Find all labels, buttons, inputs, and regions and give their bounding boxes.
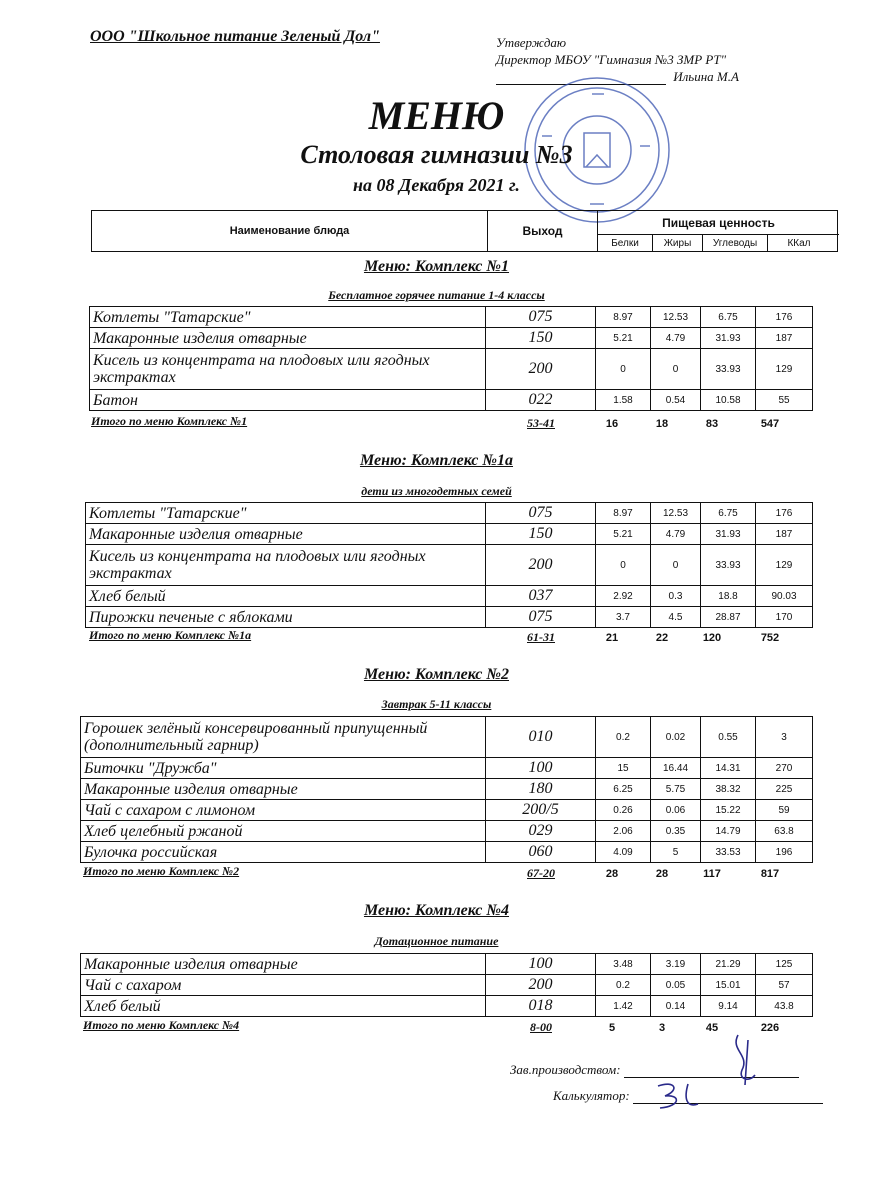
table-row <box>86 607 813 628</box>
dish-carbs: 0.55 <box>701 717 756 758</box>
dish-output: 150 <box>486 328 596 349</box>
dish-fat: 0 <box>651 545 701 586</box>
dish-carbs: 31.93 <box>701 328 756 349</box>
column-header <box>91 210 838 252</box>
total-output: 53-41 <box>527 416 555 430</box>
dish-output: 150 <box>486 524 596 545</box>
total-row <box>0 628 873 646</box>
dish-fat: 5 <box>651 842 701 863</box>
table-row <box>86 524 813 545</box>
section-title: Меню: Комплекс №1а <box>359 452 514 469</box>
dish-kcal: 90.03 <box>756 586 813 607</box>
dish-carbs: 38.32 <box>701 779 756 800</box>
table-row <box>81 821 813 842</box>
dish-carbs: 33.93 <box>701 545 756 586</box>
dish-output: 100 <box>486 758 596 779</box>
dish-protein: 4.09 <box>596 842 651 863</box>
dish-protein: 5.21 <box>596 328 651 349</box>
dish-name: Булочка российская <box>81 842 486 863</box>
table-row <box>81 800 813 821</box>
dish-kcal: 176 <box>756 307 813 328</box>
dish-output: 180 <box>486 779 596 800</box>
dish-output: 200/5 <box>486 800 596 821</box>
dish-kcal: 187 <box>756 524 813 545</box>
dish-kcal: 63.8 <box>756 821 813 842</box>
dish-fat: 0.02 <box>651 717 701 758</box>
total-label: Итого по меню Комплекс №1 <box>91 414 248 428</box>
dish-kcal: 270 <box>756 758 813 779</box>
total-carbs: 117 <box>703 868 721 880</box>
col-output-header: Выход <box>488 211 598 251</box>
dish-output: 037 <box>486 586 596 607</box>
dish-output: 200 <box>486 975 596 996</box>
dish-name: Батон <box>90 390 486 411</box>
calculator-label: Калькулятор: <box>553 1088 630 1103</box>
col-protein-header: Белки <box>598 235 653 251</box>
total-label: Итого по меню Комплекс №2 <box>83 864 240 878</box>
dish-protein: 8.97 <box>596 307 651 328</box>
dish-kcal: 3 <box>756 717 813 758</box>
page-title: МЕНЮ <box>368 93 505 138</box>
total-protein: 5 <box>608 1022 616 1034</box>
dish-name: Биточки "Дружба" <box>81 758 486 779</box>
dish-name: Кисель из концентрата на плодовых или ягодных экстрактах <box>86 545 486 586</box>
approve-label: Утверждаю <box>496 35 567 50</box>
dish-kcal: 187 <box>756 328 813 349</box>
total-output: 67-20 <box>527 866 555 880</box>
total-fat: 3 <box>658 1022 666 1034</box>
dish-kcal: 170 <box>756 607 813 628</box>
dish-fat: 4.79 <box>651 328 701 349</box>
dish-name: Котлеты "Татарские" <box>90 307 486 328</box>
table-row <box>86 503 813 524</box>
total-label: Итого по меню Комплекс №4 <box>83 1018 240 1032</box>
total-protein: 28 <box>605 868 619 880</box>
total-carbs: 120 <box>702 632 722 644</box>
dish-carbs: 14.79 <box>701 821 756 842</box>
dish-fat: 12.53 <box>651 503 701 524</box>
total-kcal: 226 <box>760 1022 780 1034</box>
table-row <box>81 975 813 996</box>
dish-kcal: 129 <box>756 545 813 586</box>
dish-carbs: 10.58 <box>701 390 756 411</box>
dish-carbs: 9.14 <box>701 996 756 1017</box>
section-subtitle: Бесплатное горячее питание 1-4 классы <box>328 288 545 302</box>
dish-kcal: 225 <box>756 779 813 800</box>
table-row <box>90 328 813 349</box>
dish-fat: 16.44 <box>651 758 701 779</box>
dish-output: 029 <box>486 821 596 842</box>
table-row <box>86 586 813 607</box>
menu-table <box>89 306 813 411</box>
total-kcal: 752 <box>760 632 780 644</box>
dish-kcal: 43.8 <box>756 996 813 1017</box>
dish-protein: 2.06 <box>596 821 651 842</box>
signature-icon <box>720 1030 770 1090</box>
total-kcal: 817 <box>760 868 780 880</box>
dish-protein: 0 <box>596 349 651 390</box>
dish-fat: 0.05 <box>651 975 701 996</box>
total-carbs: 45 <box>705 1022 719 1034</box>
dish-protein: 0.26 <box>596 800 651 821</box>
dish-output: 010 <box>486 717 596 758</box>
dish-carbs: 6.75 <box>701 307 756 328</box>
col-nutrition-header: Пищевая ценность <box>598 211 839 235</box>
dish-name: Котлеты "Татарские" <box>86 503 486 524</box>
section-subtitle: дети из многодетных семей <box>361 484 512 498</box>
dish-kcal: 57 <box>756 975 813 996</box>
dish-name: Макаронные изделия отварные <box>81 779 486 800</box>
menu-table <box>80 953 813 1017</box>
table-row <box>81 842 813 863</box>
dish-protein: 8.97 <box>596 503 651 524</box>
dish-output: 075 <box>486 607 596 628</box>
dish-kcal: 59 <box>756 800 813 821</box>
dish-name: Хлеб целебный ржаной <box>81 821 486 842</box>
section-title: Меню: Комплекс №2 <box>363 666 510 683</box>
dish-protein: 3.7 <box>596 607 651 628</box>
company-name: ООО "Школьное питание Зеленый Дол" <box>90 28 380 45</box>
table-row <box>81 996 813 1017</box>
dish-kcal: 129 <box>756 349 813 390</box>
dish-protein: 1.58 <box>596 390 651 411</box>
dish-name: Макаронные изделия отварные <box>86 524 486 545</box>
table-row <box>90 390 813 411</box>
signature-icon <box>650 1078 710 1113</box>
total-row <box>0 414 873 432</box>
dish-carbs: 18.8 <box>701 586 756 607</box>
dish-protein: 15 <box>596 758 651 779</box>
total-fat: 22 <box>655 632 669 644</box>
dish-kcal: 55 <box>756 390 813 411</box>
dish-name: Макаронные изделия отварные <box>81 954 486 975</box>
dish-protein: 0 <box>596 545 651 586</box>
dish-output: 075 <box>486 503 596 524</box>
dish-name: Чай с сахаром с лимоном <box>81 800 486 821</box>
dish-protein: 6.25 <box>596 779 651 800</box>
total-label: Итого по меню Комплекс №1а <box>89 628 252 642</box>
production-manager-label: Зав.производством: <box>510 1062 621 1077</box>
section-title: Меню: Комплекс №1 <box>363 258 510 275</box>
section-title: Меню: Комплекс №4 <box>363 902 510 919</box>
section-subtitle: Завтрак 5-11 классы <box>381 697 492 711</box>
table-row <box>81 954 813 975</box>
col-carbs-header: Углеводы <box>703 235 768 251</box>
dish-carbs: 33.53 <box>701 842 756 863</box>
dish-fat: 12.53 <box>651 307 701 328</box>
dish-name: Хлеб белый <box>81 996 486 1017</box>
dish-output: 060 <box>486 842 596 863</box>
approve-position: Директор МБОУ "Гимназия №3 ЗМР РТ" <box>496 52 727 67</box>
dish-carbs: 6.75 <box>701 503 756 524</box>
dish-fat: 5.75 <box>651 779 701 800</box>
dish-carbs: 15.01 <box>701 975 756 996</box>
dish-carbs: 28.87 <box>701 607 756 628</box>
dish-fat: 0.06 <box>651 800 701 821</box>
total-output: 61-31 <box>527 630 555 644</box>
dish-fat: 4.79 <box>651 524 701 545</box>
dish-name: Чай с сахаром <box>81 975 486 996</box>
dish-fat: 0.35 <box>651 821 701 842</box>
total-carbs: 83 <box>705 418 719 430</box>
dish-output: 018 <box>486 996 596 1017</box>
total-protein: 16 <box>605 418 619 430</box>
table-row <box>86 545 813 586</box>
col-fat-header: Жиры <box>653 235 703 251</box>
dish-fat: 0.54 <box>651 390 701 411</box>
dish-name: Макаронные изделия отварные <box>90 328 486 349</box>
total-output: 8-00 <box>530 1020 552 1034</box>
dish-fat: 3.19 <box>651 954 701 975</box>
dish-output: 100 <box>486 954 596 975</box>
dish-name: Кисель из концентрата на плодовых или ягодных экстрактах <box>90 349 486 390</box>
dish-fat: 0.3 <box>651 586 701 607</box>
menu-table <box>80 716 813 863</box>
table-row <box>81 758 813 779</box>
col-kcal-header: ККал <box>787 237 811 249</box>
dish-carbs: 14.31 <box>701 758 756 779</box>
dish-kcal: 125 <box>756 954 813 975</box>
dish-name: Пирожки печеные с яблоками <box>86 607 486 628</box>
dish-protein: 5.21 <box>596 524 651 545</box>
dish-protein: 1.42 <box>596 996 651 1017</box>
total-fat: 18 <box>655 418 669 430</box>
dish-output: 200 <box>486 349 596 390</box>
dish-protein: 2.92 <box>596 586 651 607</box>
dish-output: 022 <box>486 390 596 411</box>
dish-fat: 4.5 <box>651 607 701 628</box>
dish-protein: 0.2 <box>596 975 651 996</box>
dish-carbs: 21.29 <box>701 954 756 975</box>
menu-table <box>85 502 813 628</box>
table-row <box>90 349 813 390</box>
total-kcal: 547 <box>760 418 780 430</box>
table-row <box>81 779 813 800</box>
dish-kcal: 196 <box>756 842 813 863</box>
dish-name: Горошек зелёный консервированный припущенный (дополнительный гарнир) <box>81 717 486 758</box>
table-row <box>90 307 813 328</box>
dish-kcal: 176 <box>756 503 813 524</box>
page-subtitle: Столовая гимназии №3 <box>300 140 573 169</box>
col-name-header: Наименование блюда <box>92 211 488 251</box>
approve-name: Ильина М.А <box>673 69 739 84</box>
dish-name: Хлеб белый <box>86 586 486 607</box>
section-subtitle: Дотационное питание <box>374 934 499 948</box>
total-fat: 28 <box>655 868 669 880</box>
dish-fat: 0 <box>651 349 701 390</box>
dish-carbs: 15.22 <box>701 800 756 821</box>
dish-protein: 0.2 <box>596 717 651 758</box>
table-row <box>81 717 813 758</box>
dish-carbs: 33.93 <box>701 349 756 390</box>
dish-fat: 0.14 <box>651 996 701 1017</box>
total-row <box>0 864 873 882</box>
menu-date: на 08 Декабря 2021 г. <box>353 175 520 195</box>
dish-output: 200 <box>486 545 596 586</box>
total-protein: 21 <box>605 632 619 644</box>
dish-carbs: 31.93 <box>701 524 756 545</box>
dish-protein: 3.48 <box>596 954 651 975</box>
dish-output: 075 <box>486 307 596 328</box>
